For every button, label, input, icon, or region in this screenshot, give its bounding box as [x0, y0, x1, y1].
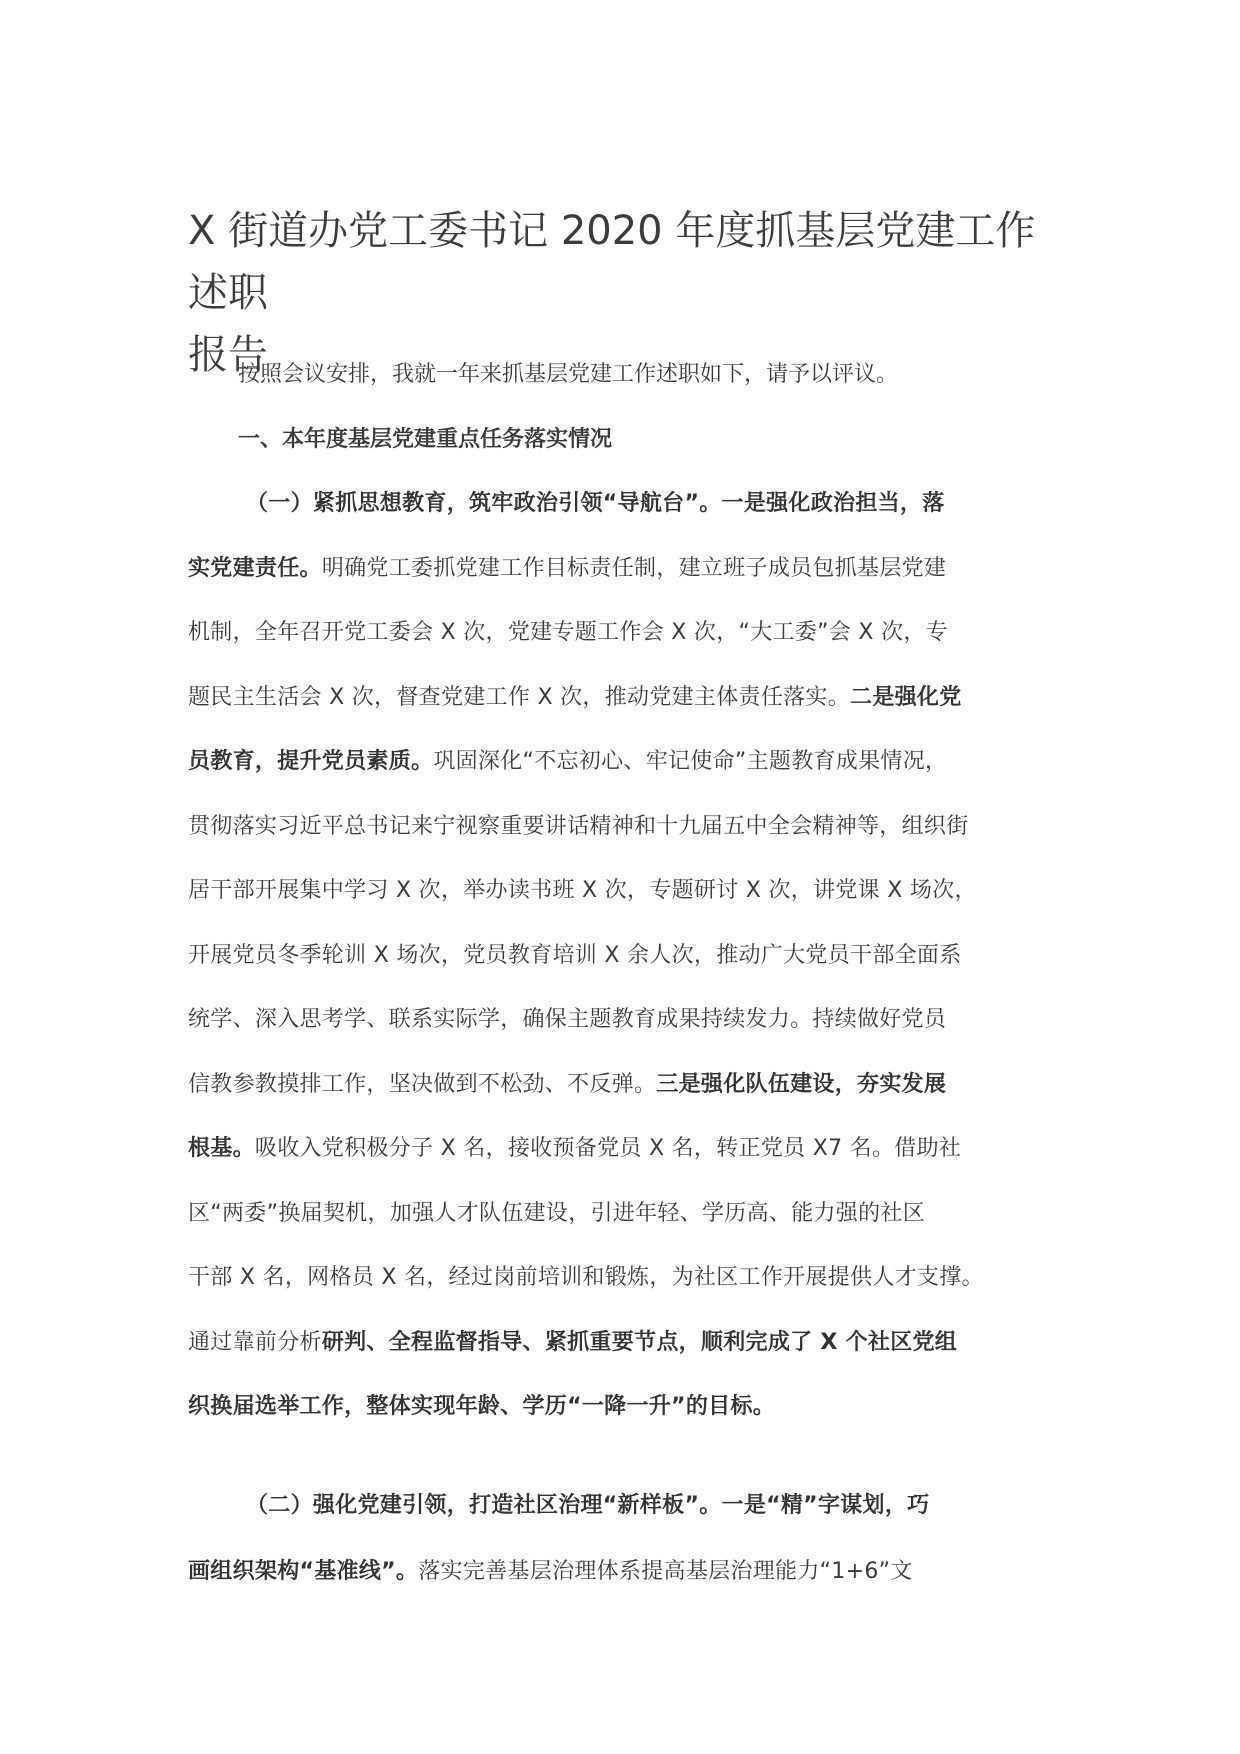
- text-run: 信教参教摸排工作，坚决做到不松劲、不反弹。: [188, 1071, 657, 1097]
- bold-text-run: 织换届选举工作，整体实现年龄、学历“一降一升”的目标。: [188, 1394, 776, 1419]
- section-1-line: [188, 1065, 946, 1105]
- section-heading-1: 一、本年度基层党建重点任务落实情况: [238, 427, 613, 452]
- text-run: 通过靠前分析: [188, 1329, 322, 1355]
- text-run: 开展党员冬季轮训 X 场次，党员教育培训 X 余人次，推动广大党员干部全面系: [188, 942, 962, 968]
- section-1-line: [188, 1258, 984, 1298]
- text-run: 贯彻落实习近平总书记来宁视察重要讲话精神和十九届五中全会精神等，组织街: [188, 813, 969, 839]
- bold-text-run: 根基。: [188, 1136, 255, 1161]
- section-1-line: [188, 1129, 961, 1169]
- section-1-line: [246, 484, 945, 524]
- section-1-line: [188, 807, 969, 847]
- section-1-line: [188, 1194, 925, 1234]
- text-run: 区“两委”换届契机，加强人才队伍建设，引进年轻、学历高、能力强的社区: [188, 1200, 925, 1226]
- bold-text-run: （二）强化党建引领，打造社区治理“新样板”。一是“精”字谋划，巧: [246, 1493, 930, 1518]
- section-1-line: [188, 871, 977, 911]
- bold-text-run: （一）紧抓思想教育，筑牢政治引领“导航台”。一是强化政治担当，落: [246, 491, 945, 516]
- text-run: 题民主生活会 X 次，督查党建工作 X 次，推动党建主体责任落实。: [188, 684, 851, 710]
- text-run: 巩固深化“不忘初心、牢记使命”主题教育成果情况，: [433, 749, 948, 774]
- section-1-line: [188, 678, 962, 718]
- bold-text-run: 实党建责任。: [188, 555, 322, 581]
- section-1-line: [188, 613, 948, 653]
- bold-text-run: 二是强化党: [850, 684, 962, 710]
- text-run: 吸收入党积极分子 X 名，接收预备党员 X 名，转正党员 X7 名。借助社: [254, 1136, 962, 1161]
- section-1-line: [188, 936, 962, 976]
- title-line-2: 报告: [188, 332, 268, 378]
- text-run: 居干部开展集中学习 X 次，举办读书班 X 次，专题研讨 X 次，讲党课 X 场次，: [188, 878, 977, 903]
- bold-text-run: 画组织架构“基准线”。: [188, 1559, 419, 1584]
- intro-paragraph: 按照会议安排，我就一年来抓基层党建工作述职如下，请予以评议。: [238, 362, 899, 387]
- section-2-line: [246, 1486, 929, 1526]
- text-run: 落实完善基层治理体系提高基层治理能力“1+6”文: [418, 1559, 913, 1584]
- text-run: 明确党工委抓党建工作目标责任制，建立班子成员包抓基层党建: [321, 555, 947, 581]
- section-1-line: [188, 1323, 957, 1363]
- section-2-line: [188, 1552, 913, 1592]
- bold-text-run: 员教育，提升党员素质。: [188, 749, 434, 774]
- section-1-line: [188, 1000, 946, 1040]
- section-1-line: [188, 1387, 775, 1427]
- bold-text-run: 三是强化队伍建设，夯实发展: [656, 1071, 947, 1097]
- text-run: 统学、深入思考学、联系实际学，确保主题教育成果持续发力。持续做好党员: [188, 1007, 947, 1032]
- text-run: 干部 X 名，网格员 X 名，经过岗前培训和锻炼，为社区工作开展提供人才支撑。: [188, 1265, 984, 1290]
- section-1-line: [188, 549, 946, 589]
- bold-text-run: 研判、全程监督指导、紧抓重要节点，顺利完成了 X 个社区党组: [321, 1329, 958, 1355]
- text-run: 机制，全年召开党工委会 X 次，党建专题工作会 X 次，“大工委”会 X 次，专: [188, 620, 948, 645]
- title-line-1: X 街道办党工委书记 2020 年度抓基层党建工作述职: [188, 208, 1036, 316]
- section-1-line: [188, 742, 947, 782]
